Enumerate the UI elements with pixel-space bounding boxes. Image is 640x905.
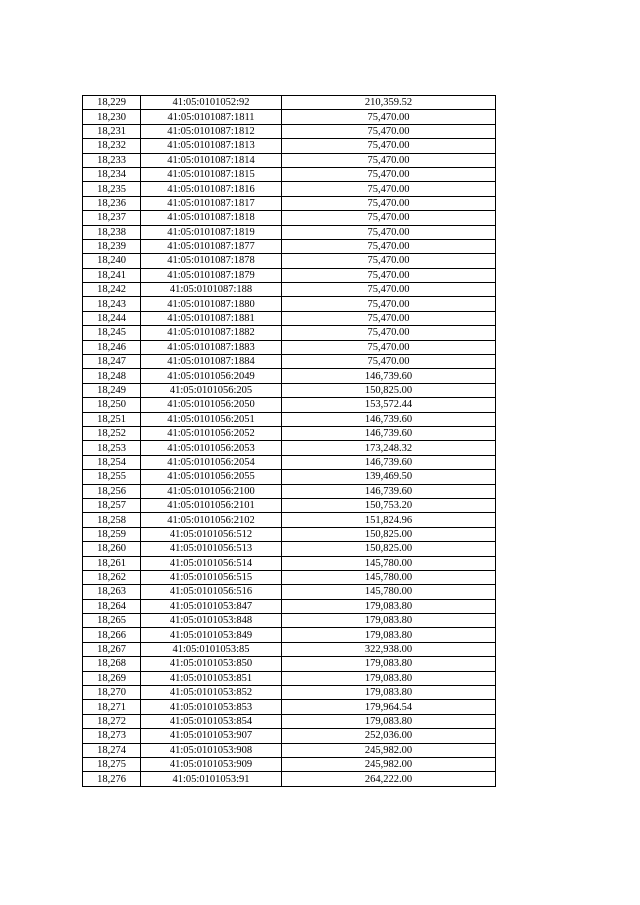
table-row xyxy=(83,254,496,268)
value-cell: 210,359.52 xyxy=(282,96,496,110)
row-number-cell: 18,249 xyxy=(83,383,141,397)
row-number-cell: 18,236 xyxy=(83,196,141,210)
row-number-cell: 18,255 xyxy=(83,470,141,484)
row-number-cell: 18,268 xyxy=(83,657,141,671)
value-cell: 75,470.00 xyxy=(282,139,496,153)
table-row xyxy=(83,355,496,369)
row-number-cell: 18,273 xyxy=(83,729,141,743)
row-number-cell: 18,266 xyxy=(83,628,141,642)
table-row xyxy=(83,671,496,685)
value-cell: 145,780.00 xyxy=(282,585,496,599)
table-row xyxy=(83,96,496,110)
cadastral-number-cell: 41:05:0101053:852 xyxy=(141,686,282,700)
row-number-cell: 18,270 xyxy=(83,686,141,700)
row-number-cell: 18,275 xyxy=(83,757,141,771)
table-row xyxy=(83,757,496,771)
value-cell: 75,470.00 xyxy=(282,340,496,354)
value-cell: 75,470.00 xyxy=(282,283,496,297)
row-number-cell: 18,260 xyxy=(83,542,141,556)
value-cell: 75,470.00 xyxy=(282,311,496,325)
table-row xyxy=(83,369,496,383)
table-row xyxy=(83,484,496,498)
table-row xyxy=(83,772,496,786)
table-row xyxy=(83,124,496,138)
value-cell: 173,248.32 xyxy=(282,441,496,455)
cadastral-number-cell: 41:05:0101087:1880 xyxy=(141,297,282,311)
table-row xyxy=(83,196,496,210)
table-row xyxy=(83,139,496,153)
value-cell: 179,083.80 xyxy=(282,614,496,628)
table-row xyxy=(83,714,496,728)
cadastral-number-cell: 41:05:0101053:854 xyxy=(141,714,282,728)
row-number-cell: 18,230 xyxy=(83,110,141,124)
row-number-cell: 18,272 xyxy=(83,714,141,728)
cadastral-number-cell: 41:05:0101053:909 xyxy=(141,757,282,771)
value-cell: 75,470.00 xyxy=(282,355,496,369)
row-number-cell: 18,262 xyxy=(83,570,141,584)
row-number-cell: 18,248 xyxy=(83,369,141,383)
cadastral-number-cell: 41:05:0101087:1814 xyxy=(141,153,282,167)
row-number-cell: 18,250 xyxy=(83,398,141,412)
row-number-cell: 18,245 xyxy=(83,326,141,340)
table-row xyxy=(83,153,496,167)
cadastral-number-cell: 41:05:0101087:1884 xyxy=(141,355,282,369)
row-number-cell: 18,269 xyxy=(83,671,141,685)
value-cell: 75,470.00 xyxy=(282,239,496,253)
table-row xyxy=(83,470,496,484)
row-number-cell: 18,246 xyxy=(83,340,141,354)
table-row xyxy=(83,326,496,340)
table-row xyxy=(83,110,496,124)
value-cell: 145,780.00 xyxy=(282,570,496,584)
table-row xyxy=(83,556,496,570)
row-number-cell: 18,243 xyxy=(83,297,141,311)
value-cell: 252,036.00 xyxy=(282,729,496,743)
value-cell: 245,982.00 xyxy=(282,743,496,757)
cadastral-number-cell: 41:05:0101053:91 xyxy=(141,772,282,786)
table-row xyxy=(83,311,496,325)
row-number-cell: 18,258 xyxy=(83,513,141,527)
row-number-cell: 18,239 xyxy=(83,239,141,253)
cadastral-number-cell: 41:05:0101056:2055 xyxy=(141,470,282,484)
row-number-cell: 18,233 xyxy=(83,153,141,167)
value-cell: 264,222.00 xyxy=(282,772,496,786)
cadastral-number-cell: 41:05:0101053:853 xyxy=(141,700,282,714)
row-number-cell: 18,238 xyxy=(83,225,141,239)
value-cell: 75,470.00 xyxy=(282,167,496,181)
cadastral-value-table xyxy=(82,95,496,787)
table-row xyxy=(83,498,496,512)
cadastral-number-cell: 41:05:0101056:2052 xyxy=(141,426,282,440)
value-cell: 151,824.96 xyxy=(282,513,496,527)
table-row xyxy=(83,297,496,311)
value-cell: 179,083.80 xyxy=(282,686,496,700)
cadastral-number-cell: 41:05:0101053:848 xyxy=(141,614,282,628)
value-cell: 322,938.00 xyxy=(282,642,496,656)
table-row xyxy=(83,268,496,282)
cadastral-number-cell: 41:05:0101087:1883 xyxy=(141,340,282,354)
table-row xyxy=(83,182,496,196)
row-number-cell: 18,267 xyxy=(83,642,141,656)
table-row xyxy=(83,283,496,297)
cadastral-number-cell: 41:05:0101056:514 xyxy=(141,556,282,570)
value-cell: 179,083.80 xyxy=(282,657,496,671)
row-number-cell: 18,252 xyxy=(83,426,141,440)
document-page xyxy=(82,95,495,787)
cadastral-number-cell: 41:05:0101087:1881 xyxy=(141,311,282,325)
table-row xyxy=(83,426,496,440)
cadastral-number-cell: 41:05:0101056:2051 xyxy=(141,412,282,426)
cadastral-number-cell: 41:05:0101056:2100 xyxy=(141,484,282,498)
cadastral-number-cell: 41:05:0101087:1816 xyxy=(141,182,282,196)
value-cell: 150,825.00 xyxy=(282,542,496,556)
value-cell: 146,739.60 xyxy=(282,426,496,440)
value-cell: 150,753.20 xyxy=(282,498,496,512)
table-row xyxy=(83,542,496,556)
cadastral-number-cell: 41:05:0101087:1882 xyxy=(141,326,282,340)
row-number-cell: 18,264 xyxy=(83,599,141,613)
cadastral-number-cell: 41:05:0101087:1879 xyxy=(141,268,282,282)
cadastral-number-cell: 41:05:0101056:515 xyxy=(141,570,282,584)
row-number-cell: 18,257 xyxy=(83,498,141,512)
cadastral-number-cell: 41:05:0101087:1812 xyxy=(141,124,282,138)
value-cell: 146,739.60 xyxy=(282,455,496,469)
table-row xyxy=(83,628,496,642)
table-row xyxy=(83,642,496,656)
row-number-cell: 18,232 xyxy=(83,139,141,153)
value-cell: 75,470.00 xyxy=(282,225,496,239)
row-number-cell: 18,235 xyxy=(83,182,141,196)
value-cell: 179,964.54 xyxy=(282,700,496,714)
table-row xyxy=(83,455,496,469)
row-number-cell: 18,237 xyxy=(83,211,141,225)
value-cell: 245,982.00 xyxy=(282,757,496,771)
cadastral-number-cell: 41:05:0101087:1819 xyxy=(141,225,282,239)
table-row xyxy=(83,211,496,225)
cadastral-number-cell: 41:05:0101087:1817 xyxy=(141,196,282,210)
value-cell: 75,470.00 xyxy=(282,110,496,124)
table-row xyxy=(83,614,496,628)
row-number-cell: 18,231 xyxy=(83,124,141,138)
row-number-cell: 18,271 xyxy=(83,700,141,714)
row-number-cell: 18,242 xyxy=(83,283,141,297)
table-row xyxy=(83,585,496,599)
table-row xyxy=(83,743,496,757)
value-cell: 75,470.00 xyxy=(282,254,496,268)
cadastral-number-cell: 41:05:0101056:205 xyxy=(141,383,282,397)
cadastral-number-cell: 41:05:0101056:2101 xyxy=(141,498,282,512)
table-row xyxy=(83,700,496,714)
value-cell: 75,470.00 xyxy=(282,268,496,282)
cadastral-number-cell: 41:05:0101087:1878 xyxy=(141,254,282,268)
row-number-cell: 18,229 xyxy=(83,96,141,110)
cadastral-number-cell: 41:05:0101056:513 xyxy=(141,542,282,556)
value-cell: 146,739.60 xyxy=(282,369,496,383)
row-number-cell: 18,274 xyxy=(83,743,141,757)
value-cell: 146,739.60 xyxy=(282,412,496,426)
value-cell: 75,470.00 xyxy=(282,297,496,311)
row-number-cell: 18,261 xyxy=(83,556,141,570)
cadastral-number-cell: 41:05:0101056:2049 xyxy=(141,369,282,383)
table-row xyxy=(83,729,496,743)
row-number-cell: 18,253 xyxy=(83,441,141,455)
cadastral-number-cell: 41:05:0101053:907 xyxy=(141,729,282,743)
table-row xyxy=(83,657,496,671)
value-cell: 139,469.50 xyxy=(282,470,496,484)
value-cell: 75,470.00 xyxy=(282,124,496,138)
cadastral-number-cell: 41:05:0101087:1818 xyxy=(141,211,282,225)
value-cell: 179,083.80 xyxy=(282,628,496,642)
table-row xyxy=(83,599,496,613)
value-cell: 75,470.00 xyxy=(282,182,496,196)
row-number-cell: 18,276 xyxy=(83,772,141,786)
table-row xyxy=(83,398,496,412)
table-row xyxy=(83,239,496,253)
cadastral-number-cell: 41:05:0101087:1811 xyxy=(141,110,282,124)
cadastral-number-cell: 41:05:0101053:851 xyxy=(141,671,282,685)
row-number-cell: 18,265 xyxy=(83,614,141,628)
row-number-cell: 18,263 xyxy=(83,585,141,599)
row-number-cell: 18,240 xyxy=(83,254,141,268)
value-cell: 179,083.80 xyxy=(282,599,496,613)
row-number-cell: 18,259 xyxy=(83,527,141,541)
table-row xyxy=(83,686,496,700)
cadastral-number-cell: 41:05:0101053:85 xyxy=(141,642,282,656)
row-number-cell: 18,244 xyxy=(83,311,141,325)
value-cell: 179,083.80 xyxy=(282,714,496,728)
value-cell: 75,470.00 xyxy=(282,211,496,225)
cadastral-number-cell: 41:05:0101087:1877 xyxy=(141,239,282,253)
value-cell: 153,572.44 xyxy=(282,398,496,412)
cadastral-number-cell: 41:05:0101056:2050 xyxy=(141,398,282,412)
cadastral-number-cell: 41:05:0101053:849 xyxy=(141,628,282,642)
table-row xyxy=(83,513,496,527)
value-cell: 75,470.00 xyxy=(282,153,496,167)
cadastral-number-cell: 41:05:0101056:2102 xyxy=(141,513,282,527)
table-row xyxy=(83,527,496,541)
cadastral-number-cell: 41:05:0101053:850 xyxy=(141,657,282,671)
value-cell: 150,825.00 xyxy=(282,527,496,541)
cadastral-number-cell: 41:05:0101087:1813 xyxy=(141,139,282,153)
cadastral-number-cell: 41:05:0101053:847 xyxy=(141,599,282,613)
value-cell: 179,083.80 xyxy=(282,671,496,685)
cadastral-number-cell: 41:05:0101056:2054 xyxy=(141,455,282,469)
row-number-cell: 18,241 xyxy=(83,268,141,282)
row-number-cell: 18,251 xyxy=(83,412,141,426)
table-row xyxy=(83,570,496,584)
row-number-cell: 18,256 xyxy=(83,484,141,498)
value-cell: 75,470.00 xyxy=(282,326,496,340)
table-body xyxy=(83,96,496,787)
table-row xyxy=(83,412,496,426)
row-number-cell: 18,247 xyxy=(83,355,141,369)
row-number-cell: 18,254 xyxy=(83,455,141,469)
cadastral-number-cell: 41:05:0101087:188 xyxy=(141,283,282,297)
cadastral-number-cell: 41:05:0101056:2053 xyxy=(141,441,282,455)
table-row xyxy=(83,225,496,239)
row-number-cell: 18,234 xyxy=(83,167,141,181)
table-row xyxy=(83,441,496,455)
cadastral-number-cell: 41:05:0101053:908 xyxy=(141,743,282,757)
table-row xyxy=(83,383,496,397)
cadastral-number-cell: 41:05:0101052:92 xyxy=(141,96,282,110)
value-cell: 75,470.00 xyxy=(282,196,496,210)
table-row xyxy=(83,340,496,354)
table-row xyxy=(83,167,496,181)
cadastral-number-cell: 41:05:0101056:512 xyxy=(141,527,282,541)
cadastral-number-cell: 41:05:0101056:516 xyxy=(141,585,282,599)
cadastral-number-cell: 41:05:0101087:1815 xyxy=(141,167,282,181)
value-cell: 150,825.00 xyxy=(282,383,496,397)
value-cell: 146,739.60 xyxy=(282,484,496,498)
value-cell: 145,780.00 xyxy=(282,556,496,570)
